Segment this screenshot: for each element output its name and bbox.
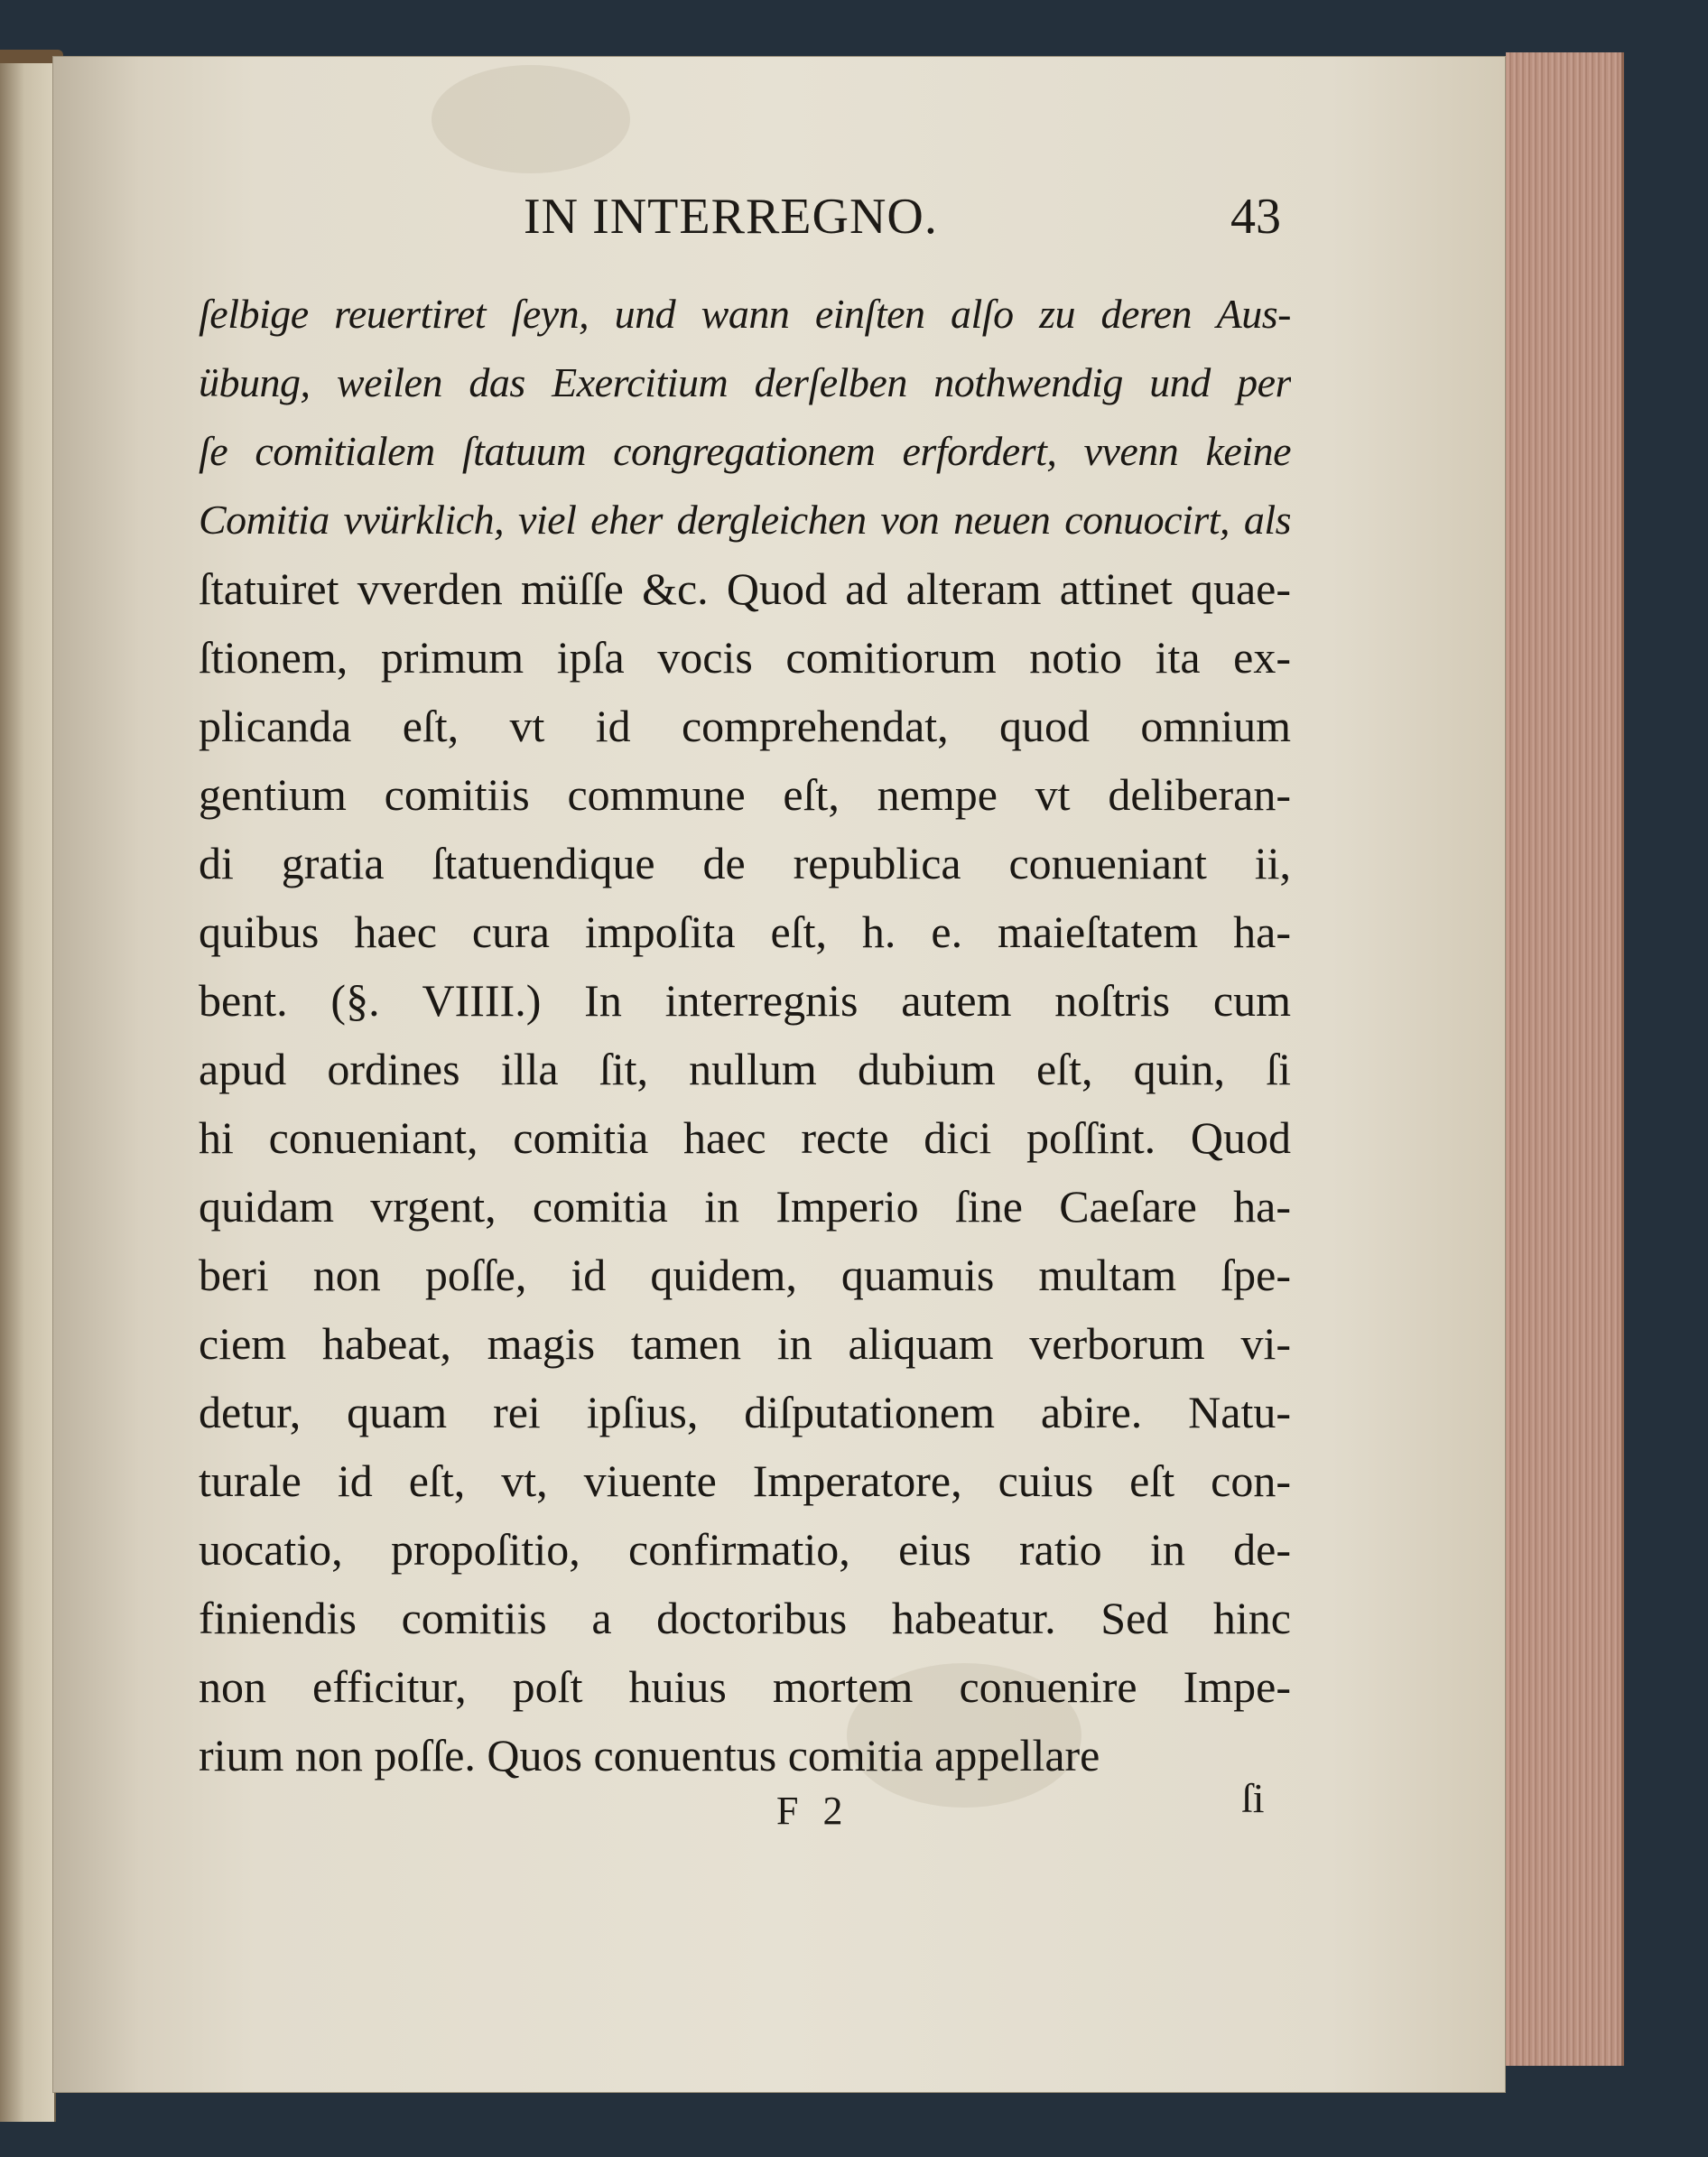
text-line: quibus haec cura impoſita eſt, h. e. maieſtatem ha- (199, 906, 1291, 957)
paper-stain (432, 65, 630, 173)
text-line: gentium comitiis commune eſt, nempe vt deliberan- (199, 769, 1291, 820)
text-line: ciem habeat, magis tamen in aliquam verborum vi- (199, 1318, 1291, 1369)
text-line: plicanda eſt, vt id comprehendat, quod omnium (199, 701, 1291, 751)
text-line: Comitia vvürklich, viel eher dergleichen von neuen conuocirt, als (199, 497, 1291, 543)
text-line: ſtatuiret vverden müſſe &c. Quod ad alteram attinet quae- (199, 563, 1291, 614)
text-line: non efficitur, poſt huius mortem conuenire Impe- (199, 1661, 1291, 1712)
page-number: 43 (1230, 189, 1281, 245)
catchword: ſi (1241, 1775, 1265, 1821)
running-head: IN INTERREGNO. (524, 189, 938, 245)
text-line: finiendis comitiis a doctoribus habeatur. Sed hinc (199, 1593, 1291, 1643)
text-line: ſe comitialem ſtatuum congregationem erfordert, vvenn keine (199, 428, 1291, 474)
text-line: di gratia ſtatuendique de republica conueniant ii, (199, 838, 1291, 888)
text-line: übung, weilen das Exercitium derſelben nothwendig und per (199, 359, 1291, 405)
text-line: hi conueniant, comitia haec recte dici poſſint. Quod (199, 1112, 1291, 1163)
text-line: ſtionem, primum ipſa vocis comitiorum notio ita ex- (199, 632, 1291, 683)
text-line: rium non poſſe. Quos conuentus comitia appellare (199, 1730, 1100, 1780)
text-line: beri non poſſe, id quidem, quamuis multam ſpe- (199, 1250, 1291, 1300)
text-line: detur, quam rei ipſius, diſputationem abire. Natu- (199, 1387, 1291, 1437)
text-line: turale id eſt, vt, viuente Imperatore, cuius eſt con- (199, 1455, 1291, 1506)
page-block-edge (1506, 52, 1624, 2066)
text-line: apud ordines illa ſit, nullum dubium eſt, quin, ſi (199, 1044, 1291, 1094)
text-line: quidam vrgent, comitia in Imperio ſine Caeſare ha- (199, 1181, 1291, 1232)
signature-mark: F 2 (776, 1789, 850, 1833)
text-line: uocatio, propoſitio, confirmatio, eius ratio in de- (199, 1524, 1291, 1575)
text-line: bent. (§. VIIII.) In interregnis autem noſtris cum (199, 975, 1291, 1026)
text-line: ſelbige reuertiret ſeyn, und wann einſten alſo zu deren Aus- (199, 291, 1291, 337)
body-text (199, 280, 1291, 1790)
facing-page-edge (0, 63, 56, 2122)
